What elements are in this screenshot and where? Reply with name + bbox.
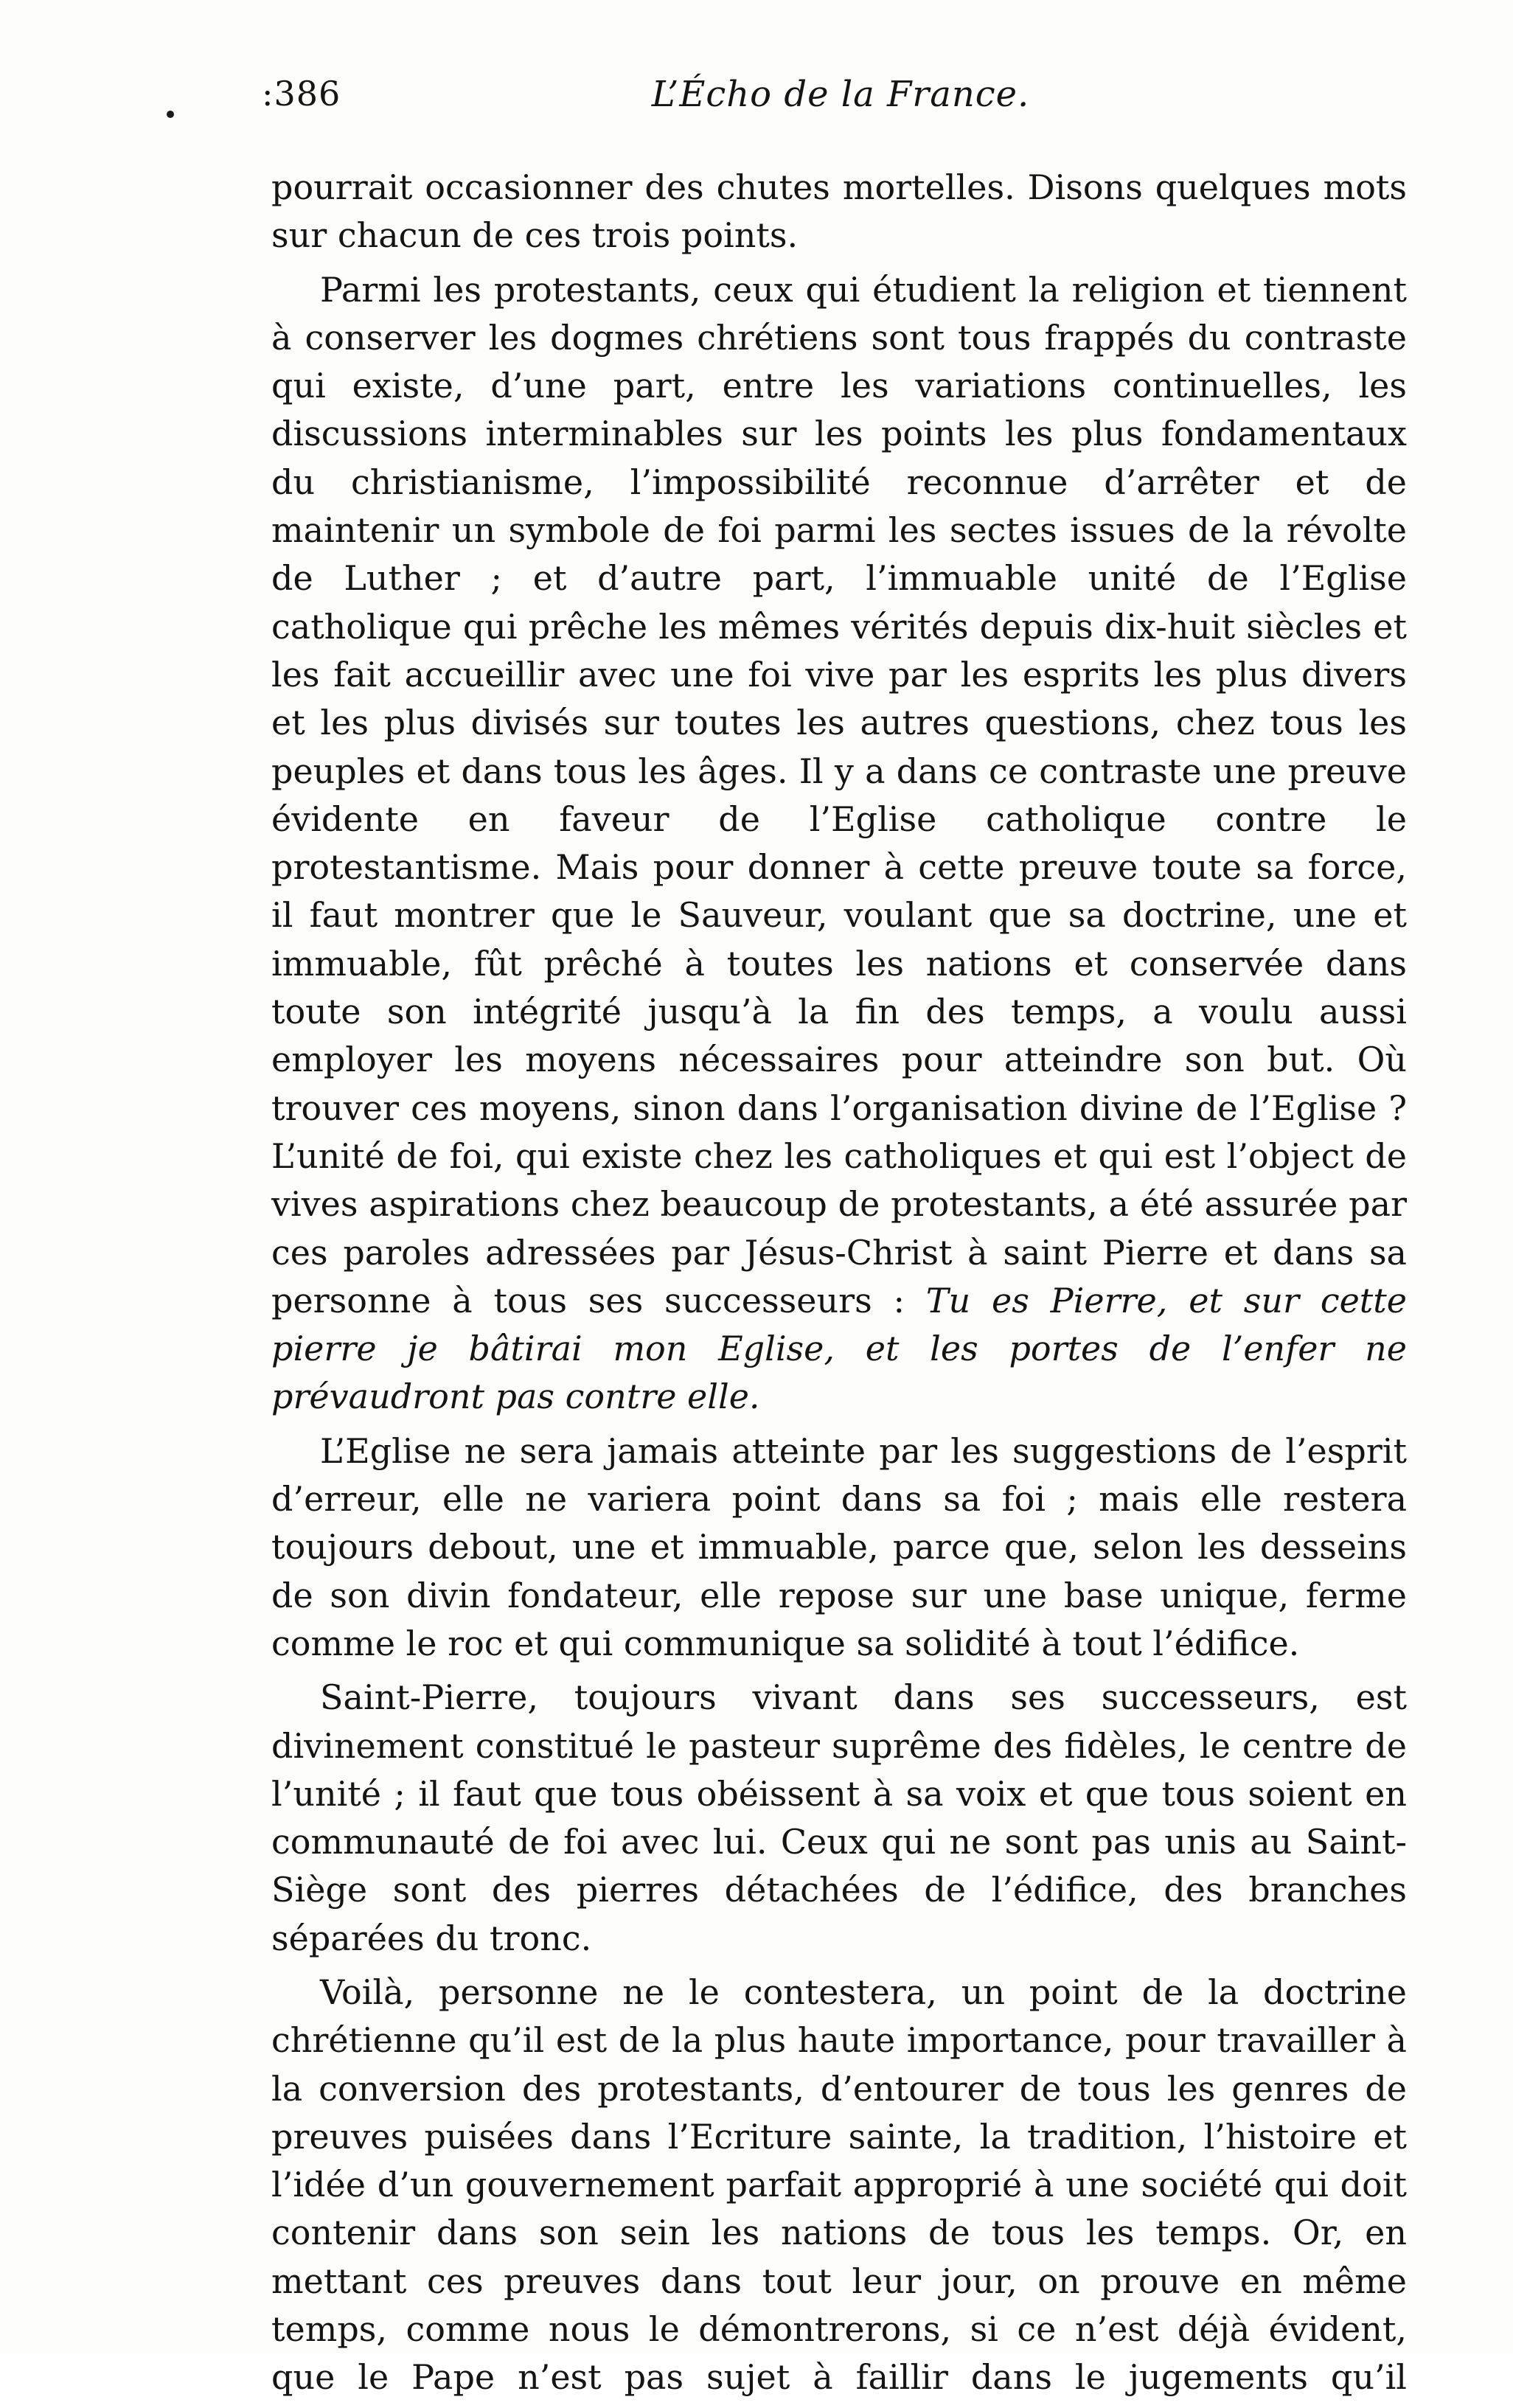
paragraph-2 <box>271 266 1407 1422</box>
paragraph-1: pourrait occasionner des chutes mortelles. Disons quelques mots sur chacun de ces trois points. <box>271 167 1407 256</box>
page-number: :386 <box>262 74 341 114</box>
paragraph-3: L’Eglise ne sera jamais atteinte par les suggestions de l’esprit d’erreur, elle ne variera point dans sa foi ; mais elle restera toujours debout, une et immuable, parce que, selon les desseins de son divin fondateur, elle repose sur une base unique, ferme comme le roc et qui communique sa solidité à tout l’édifice. <box>271 1430 1407 1663</box>
scripture-quote: Tu es Pierre, et sur cette pierre je bâtirai mon Eglise, et les portes de l’enfer ne prévaudront pas contre elle. <box>271 1280 1408 1417</box>
running-title: L’Écho de la France. <box>651 74 1030 115</box>
page-header <box>262 74 1419 125</box>
paragraph-5: Voilà, personne ne le contestera, un point de la doctrine chrétienne qu’il est de la plus haute importance, pour travailler à la conversion des protestants, d’entourer de tous les genres de preuves puisées dans l’Ecriture sainte, la tradition, l’histoire et l’idée d’un gouvernement parfait approprié à une société qui doit contenir dans son sein les nations de tous les temps. Or, en mettant ces preuves dans tout leur jour, on prouve en même temps, comme nous le démontrerons, si ce n’est déjà évident, que le Pape n’est pas sujet à faillir dans le jugements qu’il <box>271 1972 1407 2398</box>
paragraph-4: Saint-Pierre, toujours vivant dans ses successeurs, est divinement constitué le pasteur suprême des fidèles, le centre de l’unité ; il faut que tous obéissent à sa voix et que tous soient en communauté de foi avec lui. Ceux qui ne sont pas unis au Saint-Siège sont des pierres détachées de l’édifice, des branches séparées du tronc. <box>271 1677 1407 1958</box>
body-text <box>271 164 1407 2408</box>
paragraph-2-text: Parmi les protestants, ceux qui étudient la religion et tiennent à conserver les dogmes chrétiens sont tous frappés du contraste qui existe, d’une part, entre les variations continuelles, les discussions interminables sur les points les plus fondamentaux du christianisme, l’impossibilité reconnue d’arrêter et de maintenir un symbole de foi parmi les sectes issues de la révolte de Luther ; et d’autre part, l’immuable unité de l’Eglise catholique qui prêche les mêmes vérités depuis dix-huit siècles et les fait accueillir avec une foi vive par les esprits les plus divers et les plus divisés sur toutes les autres questions, chez tous les peuples et dans tous les âges. Il y a dans ce contraste une preuve évidente en faveur de l’Eglise catholique contre le protestantisme. Mais pour donner à cette preuve toute sa force, il faut montrer que le Sauveur, voulant que sa doctrine, une et immuable, fût prêché à toutes les nations et conservée dans toute son intégrité jusqu’à la fin des temps, a voulu aussi employer les moyens nécessaires pour atteindre son but. Où trouver ces moyens, sinon dans l’organisation divine de l’Eglise ? L’unité de foi, qui existe chez les catholiques et qui est l’object de vives aspirations chez beaucoup de protestants, a été assurée par ces paroles adressées par Jésus-Christ à saint Pierre et dans sa personne à tous ses successeurs : <box>271 269 1407 1320</box>
ink-speck <box>167 111 174 118</box>
